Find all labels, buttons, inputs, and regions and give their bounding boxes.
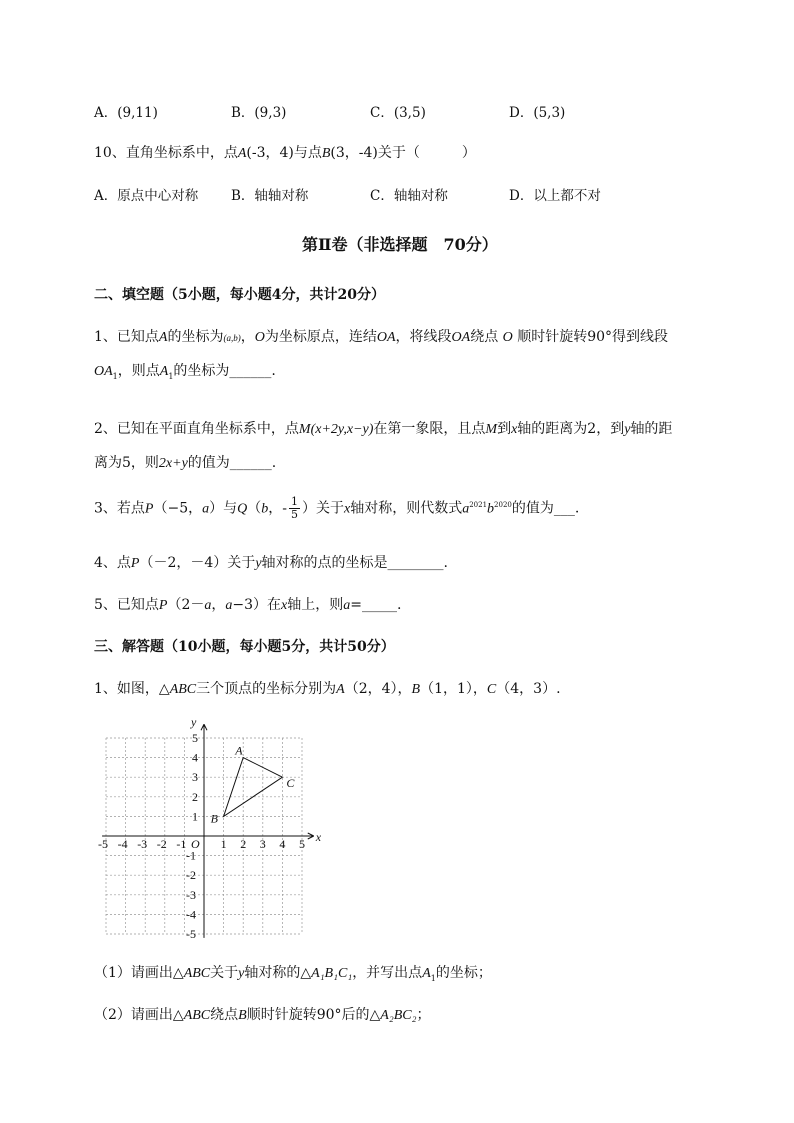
y-tick-label: -3	[186, 887, 196, 902]
x-tick-label: 5	[299, 837, 305, 851]
q10-option-b: B．轴轴对称	[231, 188, 309, 204]
fill-q1-line2: $OA_1$，则点$A_1$的坐标为______.	[94, 363, 276, 381]
x-tick-label: -2	[156, 837, 167, 851]
y-tick-label: -2	[186, 868, 196, 883]
y-axis-label: y	[191, 715, 197, 730]
fill-section-heading: 二、填空题（5小题，每小题4分，共计20分）	[94, 287, 385, 303]
y-tick-label: 2	[192, 789, 198, 804]
y-tick-label: 3	[192, 770, 198, 785]
origin-label: O	[191, 837, 200, 851]
y-tick-label: 1	[192, 809, 198, 824]
fill-q3: 3、若点P（−5，a）与Q（b，- $\frac{1}{5}$ ）关于x轴对称，则代数式$a^{2021}b^{2020}$的值为___.	[94, 495, 580, 521]
answer-q1: 1、如图，△ABC三个顶点的坐标分别为A（2，4），B（1，1），C（4，3）.	[94, 681, 561, 697]
q9-option-b: B．(9,3)	[231, 105, 287, 121]
y-tick-label: -5	[186, 927, 196, 941]
vertex-label-a: A	[235, 743, 243, 758]
x-tick-label: 1	[220, 837, 227, 851]
vertex-label-b: B	[210, 811, 218, 826]
x-tick-label: -3	[137, 837, 148, 851]
answer-section-heading: 三、解答题（10小题，每小题5分，共计50分）	[94, 639, 395, 655]
fill-q1-line1: 1、已知点A的坐标为(a,b)，O为坐标原点，连结OA，将线段OA绕点 O 顺时针旋转90°得到线段	[94, 329, 669, 345]
q9-option-a: A．(9,11)	[94, 105, 158, 121]
x-tick-label: 4	[279, 837, 286, 851]
fill-q4: 4、点P（－2，－4）关于y轴对称的点的坐标是________.	[94, 555, 448, 571]
y-tick-label: -4	[186, 907, 196, 922]
section2-title: 第Ⅱ卷（非选择题 70分）	[302, 235, 498, 254]
x-tick-label: -1	[176, 837, 187, 851]
triangle-abc	[224, 758, 283, 817]
fill-q2-line2: 离为5，则2x+y的值为______.	[94, 455, 277, 471]
answer-q1-sub1: （1）请画出△ABC关于y轴对称的△A₁B₁C₁，并写出点$A_1$的坐标；	[94, 965, 492, 983]
fill-q5: 5、已知点P（2－a，a−3）在x轴上，则a=_____.	[94, 597, 402, 613]
q10-option-d: D．以上都不对	[509, 188, 601, 204]
q9-option-c: C．(3,5)	[370, 105, 426, 121]
q10-question: 10、直角坐标系中，点A(-3，4)与点B(3，-4)关于（ ）	[94, 145, 476, 161]
y-tick-label: -1	[186, 848, 196, 863]
y-tick-label: 4	[192, 750, 198, 765]
x-tick-label: -4	[117, 837, 128, 851]
x-tick-label: -5	[98, 837, 108, 851]
fill-q2-line1: 2、已知在平面直角坐标系中，点M(x+2y,x−y)在第一象限，且点M到x轴的距离为2，到y轴的距	[94, 421, 673, 437]
x-tick-label: 2	[240, 837, 247, 851]
q10-option-c: C．轴轴对称	[370, 188, 448, 204]
x-axis-label: x	[315, 830, 322, 844]
y-tick-label: 5	[192, 731, 198, 745]
fraction-one-fifth: $\frac{1}{5}$	[290, 495, 298, 521]
q10-option-a: A．原点中心对称	[94, 188, 199, 204]
coordinate-grid	[88, 712, 320, 942]
answer-q1-sub2: （2）请画出△ABC绕点B顺时针旋转90°后的△A₂BC₂；	[94, 1007, 431, 1023]
x-tick-label: 3	[259, 837, 266, 851]
q9-option-d: D．(5,3)	[509, 105, 566, 121]
vertex-label-c: C	[286, 776, 295, 791]
